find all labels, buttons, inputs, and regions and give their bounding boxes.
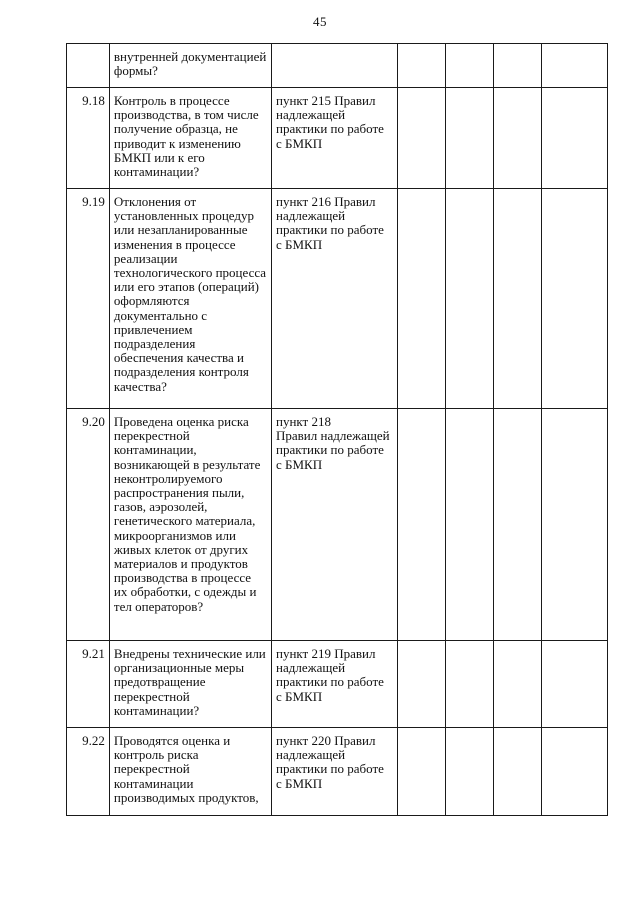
question-text: внутренней документацией формы? [109, 44, 271, 88]
answer-cell-na [494, 88, 542, 189]
reference-text: пункт 220 Правил надлежащей практики по работе с БМКП [272, 728, 398, 816]
table-row [67, 189, 608, 409]
answer-cell-yes [397, 88, 445, 189]
answer-cell-yes [397, 409, 445, 641]
table-row [67, 409, 608, 641]
notes-cell [542, 728, 608, 816]
reference-text: пункт 215 Правил надлежащей практики по работе с БМКП [272, 88, 398, 189]
answer-cell-yes [397, 728, 445, 816]
answer-cell-no [445, 728, 493, 816]
answer-cell-na [494, 409, 542, 641]
checklist-table [66, 43, 608, 816]
answer-cell-no [445, 44, 493, 88]
answer-cell-na [494, 189, 542, 409]
reference-text: пункт 219 Правил надлежащей практики по работе с БМКП [272, 641, 398, 728]
question-text: Проведена оценка риска перекрестной контаминации, возникающей в результате неконтролируемого распространения пыли, газов, аэрозолей, генетического материала, микроорганизмов или живых клеток от других материалов и продуктов производства в процессе их обработки, с одежды и тел операторов? [109, 409, 271, 641]
answer-cell-no [445, 641, 493, 728]
item-number: 9.18 [67, 88, 110, 189]
table-row [67, 44, 608, 88]
answer-cell-yes [397, 641, 445, 728]
reference-text [272, 409, 398, 641]
table-row [67, 641, 608, 728]
table-row [67, 728, 608, 816]
table-row [67, 88, 608, 189]
question-text: Внедрены технические или организационные меры предотвращение перекрестной контаминации? [109, 641, 271, 728]
answer-cell-no [445, 88, 493, 189]
item-number: 9.20 [67, 409, 110, 641]
reference-head: пункт 218 [276, 414, 331, 429]
item-number: 9.22 [67, 728, 110, 816]
item-number [67, 44, 110, 88]
notes-cell [542, 88, 608, 189]
reference-text [272, 44, 398, 88]
answer-cell-no [445, 189, 493, 409]
answer-cell-yes [397, 189, 445, 409]
answer-cell-na [494, 641, 542, 728]
notes-cell [542, 641, 608, 728]
question-text: Проводятся оценка и контроль риска перекрестной контаминации производимых продуктов, [109, 728, 271, 816]
notes-cell [542, 44, 608, 88]
question-text: Отклонения от установленных процедур или незапланированные изменения в процессе реализации технологического процесса или его этапов (операций) оформляются документально с привлечением подразделения обеспечения качества и подразделения контроля качества? [109, 189, 271, 409]
answer-cell-na [494, 728, 542, 816]
item-number: 9.19 [67, 189, 110, 409]
notes-cell [542, 189, 608, 409]
notes-cell [542, 409, 608, 641]
reference-tail: Правил надлежащей практики по работе с БМКП [276, 428, 390, 472]
page-number: 45 [313, 14, 327, 29]
answer-cell-na [494, 44, 542, 88]
item-number: 9.21 [67, 641, 110, 728]
answer-cell-yes [397, 44, 445, 88]
reference-text: пункт 216 Правил надлежащей практики по работе с БМКП [272, 189, 398, 409]
answer-cell-no [445, 409, 493, 641]
question-text: Контроль в процессе производства, в том числе получение образца, не приводит к изменению БМКП или к его контаминации? [109, 88, 271, 189]
